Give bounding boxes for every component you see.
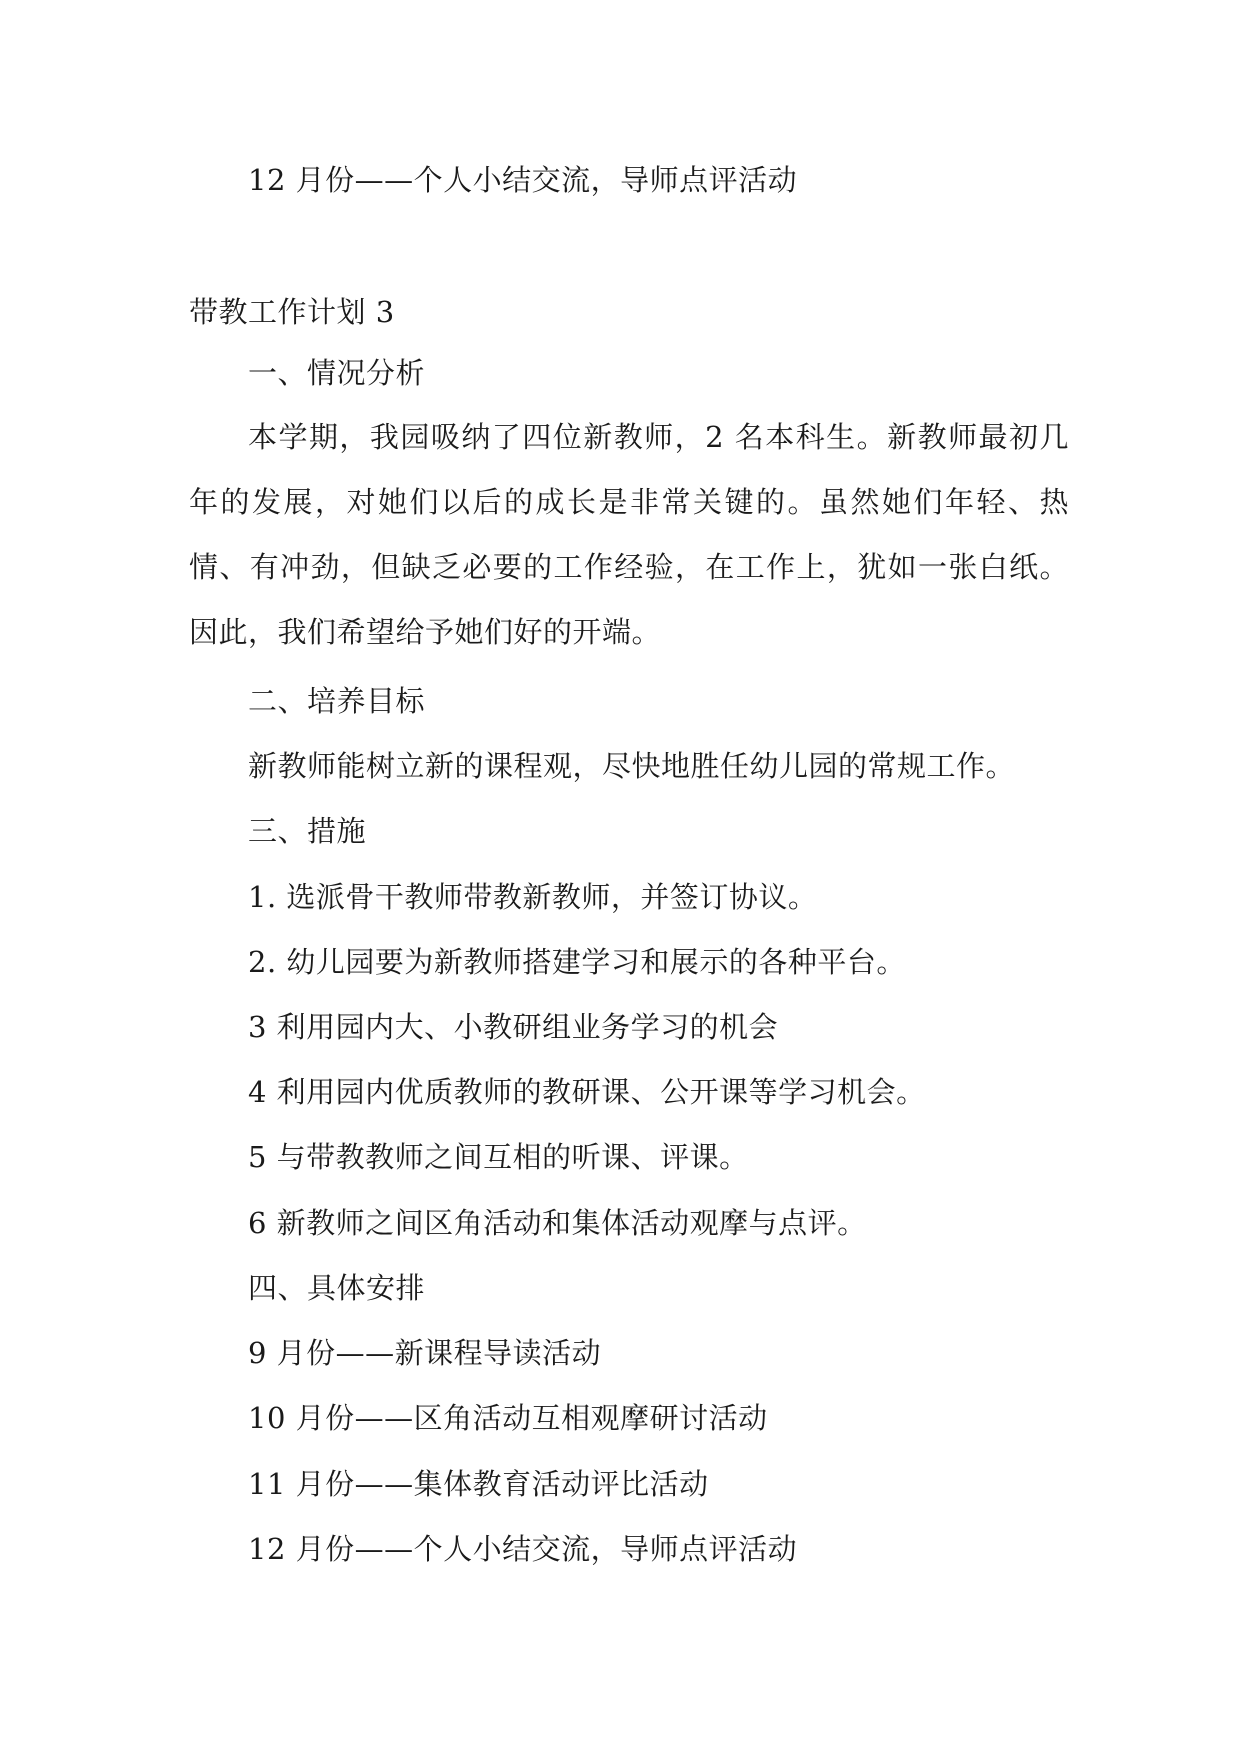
- list-item: 6 新教师之间区角活动和集体活动观摩与点评。: [248, 1206, 867, 1240]
- list-item: 5 与带教教师之间互相的听课、评课。: [248, 1140, 749, 1174]
- schedule-item: 10 月份——区角活动互相观摩研讨活动: [248, 1401, 768, 1435]
- schedule-item: 12 月份——个人小结交流，导师点评活动: [248, 1532, 798, 1566]
- schedule-item: 11 月份——集体教育活动评比活动: [248, 1467, 709, 1501]
- heading-measures: 三、措施: [248, 814, 367, 848]
- list-item: 4 利用园内优质教师的教研课、公开课等学习机会。: [248, 1075, 926, 1109]
- heading-training-goals: 二、培养目标: [248, 684, 426, 718]
- heading-situation-analysis: 一、情况分析: [248, 356, 426, 390]
- schedule-item: 9 月份——新课程导读活动: [248, 1336, 602, 1370]
- list-item: 2. 幼儿园要为新教师搭建学习和展示的各种平台。: [248, 945, 906, 979]
- list-item: 3 利用园内大、小教研组业务学习的机会: [248, 1010, 779, 1044]
- list-item: 1. 选派骨干教师带教新教师，并签订协议。: [248, 880, 818, 914]
- section-title: 带教工作计划 3: [189, 295, 395, 329]
- paragraph-situation-analysis: 本学期，我园吸纳了四位新教师，2 名本科生。新教师最初几年的发展，对她们以后的成长是非常关键的。虽然她们年轻、热情、有冲劲，但缺乏必要的工作经验，在工作上，犹如一张白纸。因此，我们希望给予她们好的开端。: [189, 420, 1069, 649]
- paragraph-training-goals: 新教师能树立新的课程观，尽快地胜任幼儿园的常规工作。: [248, 749, 1016, 783]
- previous-page-tail-line: 12 月份——个人小结交流，导师点评活动: [248, 163, 798, 197]
- heading-schedule: 四、具体安排: [248, 1271, 426, 1305]
